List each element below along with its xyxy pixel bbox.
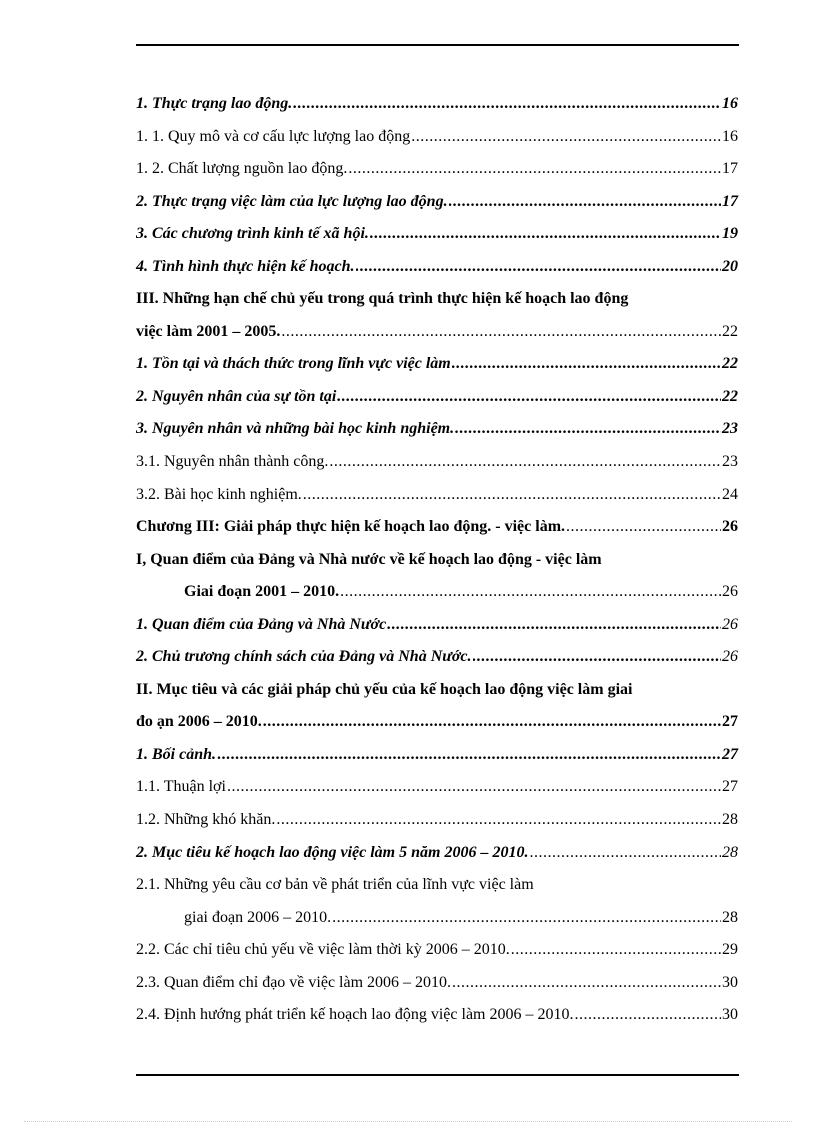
toc-entry-title: 1. Bối cảnh. bbox=[136, 745, 217, 763]
toc-entry-page: 26 bbox=[722, 615, 738, 633]
toc-entry-title: 2. Nguyên nhân của sự tồn tại bbox=[136, 387, 337, 405]
dot-leader bbox=[348, 156, 721, 182]
toc-entry-page: 30 bbox=[722, 973, 738, 991]
toc-entry-title: Giai đoạn 2001 – 2010. bbox=[184, 583, 340, 601]
toc-entry-title: 2. Mục tiêu kế hoạch lao động việc làm 5 năm 2006 – 2010. bbox=[136, 843, 529, 861]
toc-entry-page: 17 bbox=[722, 192, 738, 210]
toc-entry[interactable] bbox=[136, 286, 738, 351]
toc-entry[interactable] bbox=[136, 937, 738, 970]
toc-entry-title: 2. Thực trạng việc làm của lực lượng lao động. bbox=[136, 192, 448, 210]
toc-entry-title: 1. Thực trạng lao động. bbox=[136, 95, 293, 112]
toc-entry[interactable] bbox=[136, 351, 738, 384]
toc-entry-title: 2.4. Định hướng phát triển kế hoạch lao động việc làm 2006 – 2010. bbox=[136, 1006, 574, 1024]
toc-entry-page: 27 bbox=[722, 713, 738, 731]
toc-entry[interactable] bbox=[136, 644, 738, 677]
toc-entry[interactable] bbox=[136, 872, 738, 937]
toc-entry[interactable] bbox=[136, 547, 738, 612]
dot-leader bbox=[276, 807, 721, 833]
toc-entry[interactable] bbox=[136, 254, 738, 287]
toc-entry-title: 3. Nguyên nhân và những bài học kinh nghiệm. bbox=[136, 420, 455, 438]
dot-leader bbox=[293, 91, 721, 117]
toc-entry[interactable] bbox=[136, 156, 738, 189]
toc-entry-title: 1. Tồn tại và thách thức trong lĩnh vực việc làm bbox=[136, 355, 451, 373]
toc-entry-page: 22 bbox=[722, 387, 738, 405]
dot-leader bbox=[529, 840, 721, 866]
dot-leader bbox=[411, 124, 721, 150]
toc-entry-page: 29 bbox=[722, 941, 738, 959]
page-edge bbox=[24, 1121, 792, 1122]
toc-entry-title-line: 2.1. Những yêu cầu cơ bản về phát triển của lĩnh vực việc làm bbox=[136, 876, 534, 894]
dot-leader bbox=[329, 449, 721, 475]
toc-entry-page: 27 bbox=[722, 745, 738, 763]
toc-entry-page: 23 bbox=[722, 453, 738, 471]
toc-entry-title: 3. Các chương trình kinh tế xã hội. bbox=[136, 225, 369, 243]
dot-leader bbox=[511, 937, 721, 963]
dot-leader bbox=[370, 221, 721, 247]
toc-entry-page: 28 bbox=[722, 811, 738, 829]
dot-leader bbox=[303, 482, 721, 508]
dot-leader bbox=[263, 709, 721, 735]
toc-entry-title: 1. Quan điểm của Đảng và Nhà Nước bbox=[136, 615, 387, 633]
toc-entry-title: 2. Chủ trương chính sách của Đảng và Nhà Nước. bbox=[136, 648, 472, 666]
toc-entry-page: 28 bbox=[722, 843, 738, 861]
dot-leader bbox=[473, 644, 721, 670]
toc-entry-title-line: I, Quan điểm của Đảng và Nhà nước về kế hoạch lao động - việc làm bbox=[136, 550, 602, 568]
toc-entry-title: 4. Tình hình thực hiện kế hoạch. bbox=[136, 257, 355, 275]
toc-entry[interactable] bbox=[136, 189, 738, 222]
toc-entry-page: 26 bbox=[722, 648, 738, 666]
toc-entry[interactable] bbox=[136, 1002, 738, 1035]
toc-entry[interactable] bbox=[136, 449, 738, 482]
dot-leader bbox=[387, 612, 721, 638]
table-of-contents bbox=[136, 91, 738, 1035]
toc-entry-title: đo ạn 2006 – 2010. bbox=[136, 713, 262, 731]
toc-entry-title: 3.2. Bài học kinh nghiệm. bbox=[136, 485, 302, 503]
dot-leader bbox=[332, 905, 721, 931]
header-rule bbox=[136, 44, 739, 46]
toc-entry-page: 27 bbox=[722, 778, 738, 796]
dot-leader bbox=[452, 351, 721, 377]
toc-entry-page: 22 bbox=[722, 322, 738, 340]
toc-entry-title-line: III. Những hạn chế chủ yếu trong quá trình thực hiện kế hoạch lao động bbox=[136, 290, 629, 308]
toc-entry[interactable] bbox=[136, 416, 738, 449]
dot-leader bbox=[452, 970, 721, 996]
dot-leader bbox=[566, 514, 721, 540]
toc-entry-title: 2.3. Quan điểm chỉ đạo về việc làm 2006 – 2010. bbox=[136, 973, 452, 991]
toc-entry-title: 3.1. Nguyên nhân thành công. bbox=[136, 453, 329, 471]
dot-leader bbox=[455, 416, 721, 442]
toc-entry[interactable] bbox=[136, 221, 738, 254]
dot-leader bbox=[281, 319, 721, 345]
dot-leader bbox=[575, 1002, 722, 1028]
footer-rule bbox=[136, 1074, 739, 1076]
toc-entry-title: 1. 1. Quy mô và cơ cấu lực lượng lao động bbox=[136, 127, 411, 145]
toc-entry-title-line: II. Mục tiêu và các giải pháp chủ yếu của kế hoạch lao động việc làm giai bbox=[136, 680, 633, 698]
toc-entry-page: 22 bbox=[722, 355, 738, 373]
toc-entry-page: 17 bbox=[722, 160, 738, 178]
toc-entry[interactable] bbox=[136, 840, 738, 873]
toc-entry-title: 2.2. Các chỉ tiêu chủ yếu về việc làm thời kỳ 2006 – 2010. bbox=[136, 941, 510, 959]
toc-entry-title: giai đoạn 2006 – 2010. bbox=[184, 908, 332, 926]
toc-entry-page: 19 bbox=[722, 225, 738, 243]
dot-leader bbox=[449, 189, 721, 215]
dot-leader bbox=[217, 742, 721, 768]
toc-entry[interactable] bbox=[136, 807, 738, 840]
dot-leader bbox=[356, 254, 721, 280]
toc-entry[interactable] bbox=[136, 482, 738, 515]
toc-entry[interactable] bbox=[136, 742, 738, 775]
toc-entry-page: 16 bbox=[722, 95, 738, 112]
toc-entry-page: 28 bbox=[722, 908, 738, 926]
dot-leader bbox=[337, 384, 721, 410]
toc-entry-page: 23 bbox=[722, 420, 738, 438]
toc-entry[interactable] bbox=[136, 384, 738, 417]
toc-entry[interactable] bbox=[136, 774, 738, 807]
dot-leader bbox=[340, 579, 721, 605]
toc-entry-page: 24 bbox=[722, 485, 738, 503]
toc-entry-title: việc làm 2001 – 2005. bbox=[136, 322, 281, 340]
toc-entry[interactable] bbox=[136, 124, 738, 157]
toc-entry[interactable] bbox=[136, 514, 738, 547]
toc-entry-page: 30 bbox=[722, 1006, 738, 1024]
toc-entry[interactable] bbox=[136, 612, 738, 645]
toc-entry-page: 26 bbox=[722, 583, 738, 601]
toc-entry-page: 26 bbox=[722, 518, 738, 536]
toc-entry-title: Chương III: Giải pháp thực hiện kế hoạch lao động. - việc làm. bbox=[136, 518, 566, 536]
toc-entry[interactable] bbox=[136, 677, 738, 742]
toc-entry[interactable] bbox=[136, 91, 738, 124]
toc-entry[interactable] bbox=[136, 970, 738, 1003]
toc-entry-title: 1.2. Những khó khăn. bbox=[136, 811, 276, 829]
toc-entry-title: 1. 2. Chất lượng nguồn lao động. bbox=[136, 160, 348, 178]
toc-entry-page: 20 bbox=[722, 257, 738, 275]
toc-entry-page: 16 bbox=[722, 127, 738, 145]
dot-leader bbox=[227, 774, 721, 800]
toc-entry-title: 1.1. Thuận lợi bbox=[136, 778, 226, 796]
